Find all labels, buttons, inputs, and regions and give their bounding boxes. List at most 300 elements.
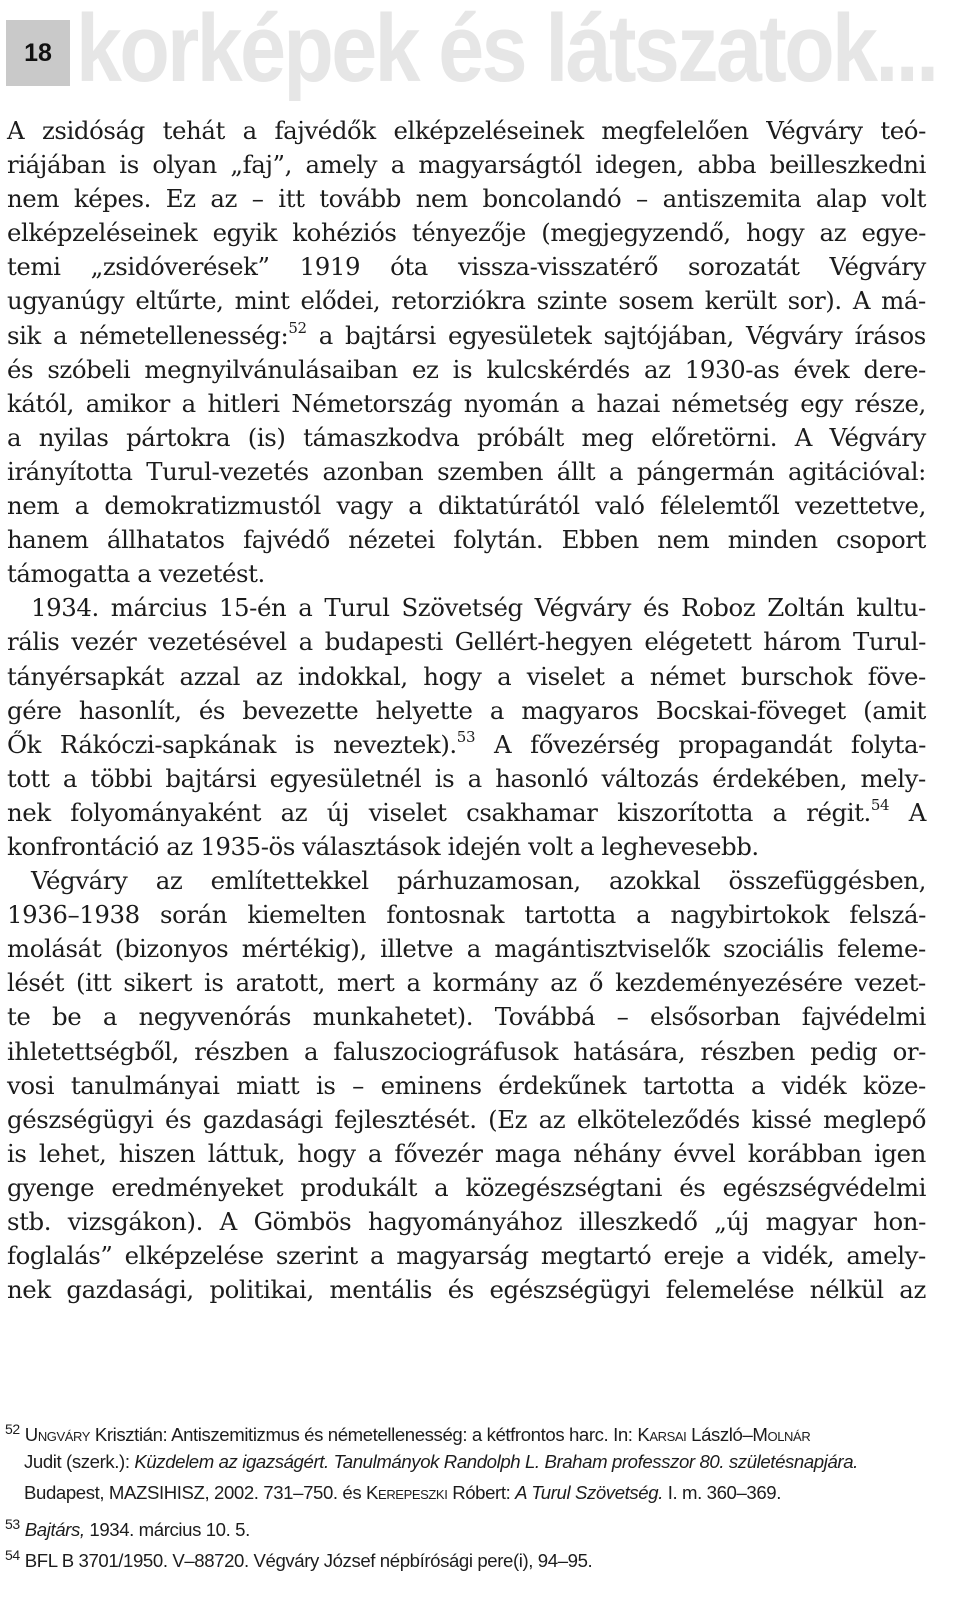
word: hasonló [495,763,589,793]
footnote-53-line [5,1509,930,1541]
word: negyvenórás [138,1002,292,1032]
footnote-text: Bajtárs, [24,1518,85,1540]
word: magántisztviselők [494,934,710,964]
text-segment: támogatta a vezetést. [7,559,265,589]
word: egyesületek [448,320,592,350]
text-line [7,489,926,523]
word: az [255,661,283,691]
word: hazai [596,388,660,418]
word: fontosnak [386,900,505,930]
word: (bizonyos [114,934,229,964]
word: nem [7,184,60,214]
word: A [794,422,812,452]
word: fajvédő [243,525,330,555]
word: fővezér [394,1138,483,1168]
word: része, [854,388,926,418]
text-line [7,557,926,591]
word: egyik [212,218,277,248]
text-line [7,421,926,455]
word: tartotta [524,900,616,930]
word: összefüggésben, [728,866,926,896]
text-line [7,353,926,387]
footnote-52-line [5,1446,930,1478]
word: is [204,968,224,998]
word: irányította [7,456,133,486]
word: mentális [329,1275,433,1305]
footnote-52-line [5,1414,930,1446]
word: viselet [368,797,447,827]
word: elképzeléseinek [393,116,584,145]
footnote-text: arsai [649,1424,687,1445]
word: és [198,695,226,725]
word: is [294,729,315,759]
word: stb. [7,1207,52,1236]
word: ez [412,354,439,384]
word: Ebben [561,525,639,555]
word: gazdasági, [66,1275,194,1305]
footnote-text: 1934. március 10. 5. [84,1518,250,1540]
footnote-text: K [366,1482,379,1503]
text-line [7,932,926,966]
word: új [326,797,350,827]
word: és [165,1104,192,1134]
text-line [7,1103,926,1137]
word: hogy [297,1138,356,1168]
word: szociális [723,934,824,964]
word: 15-én [218,593,287,623]
word: riájában [7,150,106,180]
word: dere- [863,354,926,384]
word: nem [7,491,60,521]
word: csakhamar [466,797,598,827]
text-line [7,625,926,659]
word: boncolandó [482,184,622,214]
word: eltűrte, [135,286,224,316]
footnote-text: Róbert: [447,1482,516,1503]
word: Szövetség [401,593,523,623]
word: igen [874,1138,926,1168]
word: aratott, [235,968,325,998]
word: nélkül [809,1275,884,1305]
word: elköteleződés [576,1104,740,1134]
word: németellenesség:$^{52}$ [79,318,307,350]
word: láttuk, [207,1138,286,1168]
word: elképzeléseinek [7,218,198,248]
word: tényezője [411,218,526,248]
word: nagybirtokok [670,900,830,930]
word: ihletettségből, [7,1036,179,1066]
word: a [608,456,624,486]
word: is [452,354,473,384]
word: szemben [437,456,544,486]
word: a [466,934,481,964]
text-line [7,694,926,728]
word: faluszociográfusok [333,1036,558,1066]
text-line [7,864,926,898]
text-line [7,284,926,318]
word: németség [671,388,789,418]
word: pártokra [126,422,231,452]
word: – [616,1002,629,1032]
word: megnyilvánulásaiban [144,354,398,384]
word: kiemelten [247,900,367,930]
word: Turul- [852,627,926,657]
word: fajvédelmi [801,1002,926,1032]
footnote-54-line [5,1540,930,1572]
word: hogy [746,218,805,248]
word: a [181,388,196,418]
word: az [819,218,847,248]
word: kulcskérdés [486,354,630,384]
word: óta [390,252,428,282]
word: az [280,797,308,827]
word: Végváry [829,252,926,282]
word: a [467,763,482,793]
word: közе- [862,1070,926,1100]
word: a [7,422,22,452]
word: A [852,286,871,316]
word: szóbeli [47,354,131,384]
word: elsősorban [650,1002,781,1032]
word: volt [881,184,926,214]
word: Zoltán [767,593,845,623]
word: agitációval: [787,456,926,486]
footnote-text: Krisztián: Antiszemitizmus és németellenesség: a kétfrontos harc. In: [90,1424,638,1445]
footnote-52-line [5,1477,930,1509]
word: többi [90,763,152,793]
word: Rákóczi-sapkának [59,729,276,759]
text-line [7,796,926,830]
word: folyományaként [70,797,262,827]
word: való [595,491,645,521]
word: bajtársi [345,320,436,350]
word: nyomán [463,388,559,418]
text-line [7,250,926,284]
text-line [7,1239,926,1273]
word: részben [700,1036,795,1066]
word: azonban [322,456,424,486]
word: – [352,1070,364,1100]
word: csoport [836,525,926,555]
word: tányérsapkát [7,661,164,691]
text-line [7,966,926,1000]
word: hanem [7,525,89,555]
word: eminens [380,1070,482,1100]
word: magyarságtól [418,150,582,180]
word: változás [601,763,699,793]
word: nek [7,797,51,827]
word: is [315,1070,336,1100]
word: idegen, [595,150,684,180]
word: mert [337,968,395,998]
word: három [763,627,842,657]
word: vissza-visszatérő [457,252,659,282]
word: sik [7,320,41,350]
word: kultu- [856,593,926,623]
footnotes [5,1414,930,1572]
word: amely [305,150,378,180]
footnote-text: BFL B 3701/1950. V–88720. Végváry József népbírósági pere(i), 94–95. [24,1550,593,1571]
word: a [390,150,405,180]
word: vizsgákon). [67,1207,203,1236]
word: egy [800,388,843,418]
word: itt [278,184,305,214]
text-line [7,182,926,216]
word: nem [657,525,710,555]
text-line [7,387,926,421]
running-head: korképek és látszatok... [76,0,937,102]
word: A [7,116,25,145]
word: közegészségtani [465,1172,663,1202]
footnote-number: 53 [5,1515,20,1532]
word: évek [793,354,850,384]
word: teó- [880,116,926,145]
footnote-text: Judit (szerk.): [24,1450,135,1472]
word: tehát [162,116,225,145]
word: propagandát [678,729,832,759]
footnote-reference[interactable]: 52 [288,318,307,337]
word: az [538,1104,566,1134]
word: sorozatát [688,252,800,282]
word: az [155,866,183,896]
word: Gellért-hegyen [454,627,633,657]
word: megfelelően [601,116,749,145]
word: 1930-as [684,354,780,384]
word: egészségügyi [489,1275,651,1305]
word: budapesti [324,627,443,657]
word: a [53,320,68,350]
text-line [7,216,926,250]
word: részben [194,1036,289,1066]
word: kohéziós [292,218,397,248]
word: Gömbös [253,1207,352,1236]
word: Ők [7,729,41,759]
word: gyenge [7,1172,95,1202]
word: pángermán [636,456,775,486]
word: folytán. [453,525,544,555]
word: azokkal [609,866,701,896]
word: kissé [751,1104,812,1134]
word: egye- [861,218,926,248]
word: a [408,491,423,521]
word: a [750,1070,766,1100]
word: antiszemita [662,184,802,214]
word: vezetésével [148,627,287,657]
word: is [7,1138,27,1168]
text-line [7,1137,926,1171]
word: bevezette [242,695,359,725]
word: (megjegyzendő, [541,218,731,248]
word: hon- [873,1207,926,1236]
word: amikor [85,388,170,418]
word: írásos [854,320,926,350]
word: a [242,116,257,145]
word: abba [697,150,757,180]
text-line [7,455,926,489]
word: olyan [152,150,217,180]
word: vagy [336,491,393,521]
word: is [434,763,455,793]
word: fajvédők [274,116,376,145]
word: Bocskai-föveget [655,695,846,725]
text-line [7,1205,926,1239]
word: március [110,593,207,623]
word: gészségügyi [7,1104,154,1134]
footnote-text: M [752,1424,768,1445]
text-line [7,898,926,932]
word: Végváry [31,866,128,896]
word: feleme- [837,934,926,964]
text-line [7,1069,926,1103]
word: kezdeményezésére [615,968,843,998]
word: Turul-vezetés [146,456,309,486]
word: megtartó [540,1241,652,1271]
word: (itt [76,968,112,998]
word: szinte [536,286,608,316]
word: minden [727,525,818,555]
word: vezettetve, [795,491,926,521]
word: eredményeket [111,1172,284,1202]
word: retorziókra [391,286,526,316]
text-line [7,1000,926,1034]
word: munkahetet). [312,1002,474,1032]
word: képes. [73,184,151,214]
word: „új [714,1207,749,1236]
word: neveztek).$^{53}$ [333,727,476,759]
footnote-number: 52 [5,1421,20,1437]
word: hitleri [207,388,280,418]
word: nek [7,1275,51,1305]
word: Ez [165,184,196,214]
word: produkált [300,1172,417,1202]
word: tanulmányai [70,1070,220,1100]
word: vezér [71,627,137,657]
footnote-reference[interactable]: 53 [456,727,476,746]
word: A [219,1207,237,1236]
word: ereje [663,1241,724,1271]
text-line [7,660,926,694]
word: or- [892,1036,926,1066]
word: vidék [781,1070,847,1100]
word: félelemtől [660,491,780,521]
word: elképzelése [124,1241,264,1271]
word: vidék, [762,1241,835,1271]
word: lehet, [38,1138,107,1168]
word: a [298,627,313,657]
word: alap [815,184,867,214]
word: és [679,1172,706,1202]
word: (Ez [488,1104,528,1134]
word: állhatatos [106,525,225,555]
page-header [0,0,960,110]
word: meg [581,422,634,452]
word: az [550,968,577,998]
word: zsidóság [41,116,145,145]
word: egyesületnél [269,763,422,793]
word: (is) [247,422,286,452]
word: során [159,900,228,930]
word: tovább [319,184,401,214]
text-line [7,591,926,625]
word: szerint [275,1241,358,1271]
word: burschok [740,661,853,691]
word: amely- [846,1241,926,1271]
word: a [434,1172,449,1202]
word: a [367,1138,383,1168]
word: folyta- [850,729,926,759]
text-line [7,830,926,864]
text-line [7,1171,926,1205]
word: hatására, [573,1036,686,1066]
footnote-number: 54 [5,1547,20,1563]
word: azzal [179,661,241,691]
page-number: 18 [6,20,70,86]
word: lését [7,968,64,998]
word: fővezérség [530,729,660,759]
word: a [570,388,585,418]
word: maga [494,1138,562,1168]
word: a [636,900,651,930]
word: vosi [7,1070,55,1100]
word: temi [7,252,61,282]
word: Végváry [829,422,926,452]
word: Németország [291,388,453,418]
word: foglalás” [7,1241,113,1271]
word: „zsidóverések” [90,252,270,282]
word: (amit [863,695,926,725]
footnote-reference[interactable]: 54 [870,795,890,814]
word: nézetei [348,525,435,555]
word: hasonlít, [78,695,182,725]
word: A [908,797,926,827]
word: Turul [324,593,390,623]
word: mértékig), [241,934,367,964]
word: 1919 [299,252,361,282]
word: – [251,184,264,214]
word: a [298,593,313,623]
word: kától, [7,388,74,418]
word: sajtójában, [603,320,734,350]
word: Végváry [746,320,843,350]
word: má- [881,286,926,316]
word: nem [415,184,468,214]
word: a [736,1241,751,1271]
word: bajtársi [165,763,257,793]
text-segment: konfrontáció az 1935-ös választások idején volt a leghevesebb. [7,831,759,861]
word: politikai, [209,1275,314,1305]
footnote-text: A Turul Szövetség. [515,1482,663,1503]
word: magyarság [396,1241,529,1271]
word: a [497,661,512,691]
word: ugyanúgy [7,286,125,316]
word: néhány [573,1138,661,1168]
word: a [303,1036,319,1066]
footnote-text: erepeszki [378,1482,448,1503]
word: kiszorította [617,797,754,827]
footnote-text: László– [686,1424,753,1445]
word: 1936–1938 [7,900,140,930]
word: pedig [810,1036,878,1066]
word: „faj”, [230,150,292,180]
word: A [493,729,512,759]
word: és [7,354,34,384]
text-line [7,1035,926,1069]
word: az [644,354,671,384]
word: a [772,797,787,827]
word: molását [7,934,102,964]
word: mint [234,286,290,316]
word: tott [7,763,50,793]
